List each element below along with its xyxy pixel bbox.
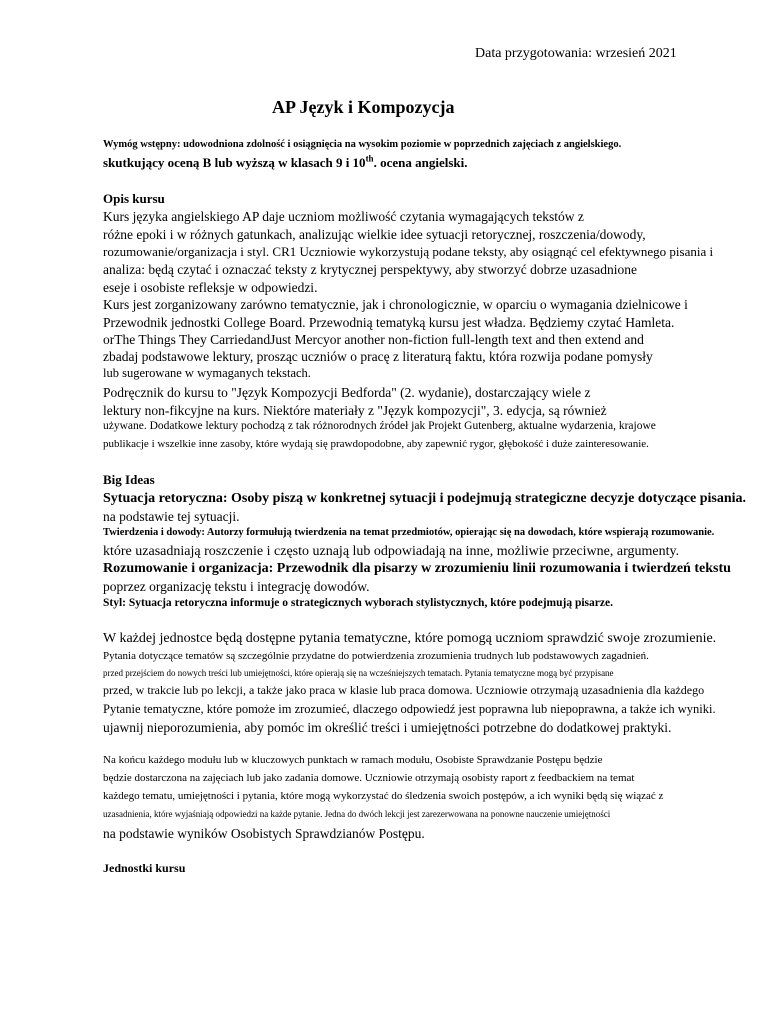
course-description-line: różne epoki i w różnych gatunkach, analizując wielkie idee sytuacji retorycznej, roszczenia/dowody, <box>103 227 646 242</box>
course-description-line: Kurs jest zorganizowany zarówno tematycznie, jak i chronologicznie, w oparciu o wymagania dzielnicowe i <box>103 297 688 312</box>
course-description-line: Przewodnik jednostki College Board. Przewodnią tematyką kursu jest władza. Będziemy czytać Hamleta. <box>103 315 675 330</box>
topic-questions-line: przed przejściem do nowych treści lub umiejętności, które opierają się na wcześniejszych tematach. Pytania tematyczne mogą być przypisane <box>103 668 614 678</box>
progress-checks-line: na podstawie wyników Osobistych Sprawdzianów Postępu. <box>103 826 425 841</box>
big-idea-style: Styl: Sytuacja retoryczna informuje o strategicznych wyborach stylistycznych, które podejmują pisarze. <box>103 597 613 609</box>
prerequisite-line-2 <box>103 153 468 171</box>
course-description-line: rozumowanie/organizacja i styl. CR1 Uczniowie wykorzystują podane teksty, aby osiągnąć cel efektywnego pisania i <box>103 244 714 259</box>
progress-checks-line: każdego tematu, umiejętności i pytania, które mogą wykorzystać do śledzenia swoich postępów, a ich wyniki będą się wiązać z <box>103 790 664 802</box>
topic-questions-line: Pytania dotyczące tematów są szczególnie przydatne do potwierdzenia zrozumienia trudnych lub podstawowych zagadnień. <box>103 650 649 662</box>
course-description-line: lektury non-fikcyjne na kurs. Niektóre materiały z "Język kompozycji", 3. edycja, są również <box>103 403 607 418</box>
course-description-heading: Opis kursu <box>103 191 165 206</box>
prerequisite-sup: th <box>365 153 374 164</box>
progress-checks-line: Na końcu każdego modułu lub w kluczowych punktach w ramach modułu, Osobiste Sprawdzanie Postępu będzie <box>103 754 603 766</box>
big-idea-line: na podstawie tej sytuacji. <box>103 509 240 524</box>
big-idea-line: poprzez organizację tekstu i integrację dowodów. <box>103 579 370 594</box>
course-description-line: używane. Dodatkowe lektury pochodzą z tak różnorodnych źródeł jak Projekt Gutenberg, aktualne wydarzenia, krajowe <box>103 420 656 432</box>
course-description-line: publikacje i wszelkie inne zasoby, które wydają się prawdopodobne, aby zapewnić rygor, głębokość i duże zainteresowanie. <box>103 438 649 450</box>
big-idea-reasoning-organization: Rozumowanie i organizacja: Przewodnik dla pisarzy w zrozumieniu linii rozumowania i twierdzeń tekstu <box>103 561 731 576</box>
big-ideas-heading: Big Ideas <box>103 472 155 487</box>
prerequisite-grade-end: . ocena angielski. <box>373 155 468 170</box>
big-idea-claims-evidence: Twierdzenia i dowody: Autorzy formułują twierdzenia na temat przedmiotów, opierając się na dowodach, które wspierają rozumowanie. <box>103 527 715 538</box>
course-description-line: Podręcznik do kursu to "Język Kompozycji Bedforda" (2. wydanie), dostarczający wiele z <box>103 385 591 400</box>
course-description-line: zbadaj podstawowe lektury, prosząc uczniów o pracę z literaturą faktu, która rozwija podane pomysły <box>103 349 653 364</box>
preparation-date: Data przygotowania: wrzesień 2021 <box>475 46 677 61</box>
progress-checks-line: będzie dostarczona na zajęciach lub jako zadania domowe. Uczniowie otrzymają osobisty raport z feedbackiem na temat <box>103 772 635 784</box>
big-idea-rhetorical-situation: Sytuacja retoryczna: Osoby piszą w konkretnej sytuacji i podejmują strategiczne decyzje dotyczące pisania. <box>103 491 747 506</box>
course-description-line: Kurs języka angielskiego AP daje uczniom możliwość czytania wymagających tekstów z <box>103 209 584 224</box>
topic-questions-line: przed, w trakcie lub po lekcji, a także jako praca w klasie lub praca domowa. Uczniowie otrzymają uzasadnienia dla każdego <box>103 683 705 697</box>
course-description-line: analiza: będą czytać i oznaczać teksty z krytycznej perspektywy, aby stworzyć dobrze uzasadnione <box>103 262 637 277</box>
course-units-heading: Jednostki kursu <box>103 861 186 875</box>
course-description-line: lub sugerowane w wymaganych tekstach. <box>103 366 311 380</box>
topic-questions-line: ujawnij nieporozumienia, aby pomóc im określić treści i umiejętności potrzebne do dodatkowej praktyki. <box>103 720 672 735</box>
document-title: AP Język i Kompozycja <box>272 97 455 117</box>
progress-checks-line: uzasadnienia, które wyjaśniają odpowiedzi na każde pytanie. Jedna do dwóch lekcji jest zarezerwowana na ponowne nauczenie umiejętności <box>103 809 611 819</box>
big-idea-line: które uzasadniają roszczenie i często uznają lub odpowiadają na inne, możliwie przeciwne, argumenty. <box>103 544 680 559</box>
course-description-line: orThe Things They CarriedandJust Mercyor another non-fiction full-length text and then extend and <box>103 332 644 347</box>
topic-questions-line: Pytanie tematyczne, które pomoże im zrozumieć, dlaczego odpowiedź jest poprawna lub niepoprawna, a także ich wyniki. <box>103 702 716 716</box>
prerequisite-grade-text: skutkujący oceną B lub wyższą w klasach 9 i 10 <box>103 155 366 170</box>
course-description-line: eseje i osobiste refleksje w odpowiedzi. <box>103 280 318 295</box>
prerequisite-line-1: Wymóg wstępny: udowodniona zdolność i osiągnięcia na wysokim poziomie w poprzednich zajęciach z angielskiego. <box>103 139 622 150</box>
topic-questions-line: W każdej jednostce będą dostępne pytania tematyczne, które pomogą uczniom sprawdzić swoje zrozumienie. <box>103 631 717 646</box>
